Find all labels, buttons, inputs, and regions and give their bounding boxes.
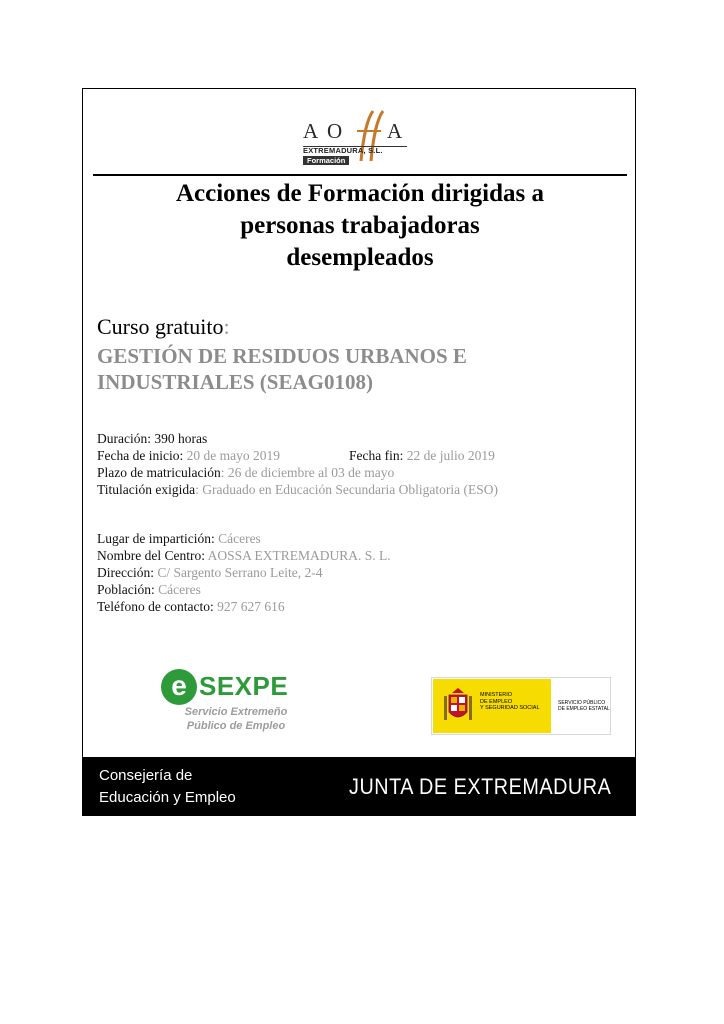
end-date-label: Fecha fin: (349, 448, 404, 463)
place-label: Lugar de impartición: (97, 531, 215, 546)
junta-text: JUNTA DE EXTREMADURA (349, 774, 612, 799)
phone-value: 927 627 616 (213, 599, 285, 614)
logo-letter-o: O (327, 119, 346, 143)
logo-subtitle: EXTREMADURA, S.L. (303, 146, 383, 155)
center-label: Nombre del Centro: (97, 548, 205, 563)
ministerio-text: MINISTERIO DE EMPLEO Y SEGURIDAD SOCIAL (480, 692, 540, 711)
course-label-colon: : (223, 314, 230, 339)
end-date-value: 22 de julio 2019 (403, 448, 495, 463)
location-details (97, 530, 391, 615)
course-label (97, 314, 230, 340)
town-value: Cáceres (154, 582, 201, 597)
duration-value: 390 horas (150, 431, 208, 446)
logo-letter-a2: A (387, 119, 406, 143)
place-row (97, 530, 391, 547)
enrollment-row (97, 464, 498, 481)
address-value: C/ Sargento Serrano Leite, 2-4 (153, 565, 323, 580)
start-date-label: Fecha de inicio: (97, 448, 184, 463)
sexpe-e-icon: e (161, 669, 197, 705)
logo-tag: Formación (303, 156, 349, 165)
logo-letter-a: A (303, 119, 322, 143)
sexpe-subtitle: Servicio Extremeño Público de Empleo (184, 706, 288, 732)
address-label: Dirección: (97, 565, 154, 580)
consejeria-text: Consejería de Educación y Empleo (99, 767, 236, 806)
ministerio-logo (431, 677, 611, 735)
degree-label: Titulación exigida (97, 482, 196, 497)
footer-bar (83, 757, 635, 815)
page-title: Acciones de Formación dirigidas a personas trabajadoras desempleados (175, 180, 545, 271)
header-rule (93, 174, 627, 176)
address-row (97, 564, 391, 581)
degree-row (97, 481, 498, 498)
sepe-text: SERVICIO PÚBLICO DE EMPLEO ESTATAL (558, 700, 610, 712)
start-date-value: 20 de mayo 2019 (183, 448, 280, 463)
center-value: AOSSA EXTREMADURA. S. L. (204, 548, 391, 563)
town-label: Población: (97, 582, 155, 597)
course-label-text: Curso gratuito (97, 314, 224, 339)
course-name: GESTIÓN DE RESIDUOS URBANOS E INDUSTRIALES (SEAG0108) (97, 344, 467, 394)
phone-row (97, 598, 391, 615)
end-date (349, 447, 495, 464)
place-value: Cáceres (214, 531, 261, 546)
sexpe-logo (161, 669, 301, 735)
degree-value: : Graduado en Educación Secundaria Obligatoria (ESO) (195, 482, 499, 497)
coat-of-arms-icon (442, 686, 474, 726)
town-row (97, 581, 391, 598)
sexpe-name: SEXPE (199, 671, 289, 701)
course-details (97, 430, 498, 498)
duration-row (97, 430, 498, 447)
dates-row (97, 447, 498, 464)
poster-frame (82, 88, 636, 816)
duration-label: Duración: (97, 431, 151, 446)
enrollment-label: Plazo de matriculación (97, 465, 221, 480)
enrollment-value: : 26 de diciembre al 03 de mayo (220, 465, 395, 480)
center-row (97, 547, 391, 564)
phone-label: Teléfono de contacto: (97, 599, 214, 614)
aossa-logo (303, 109, 407, 165)
